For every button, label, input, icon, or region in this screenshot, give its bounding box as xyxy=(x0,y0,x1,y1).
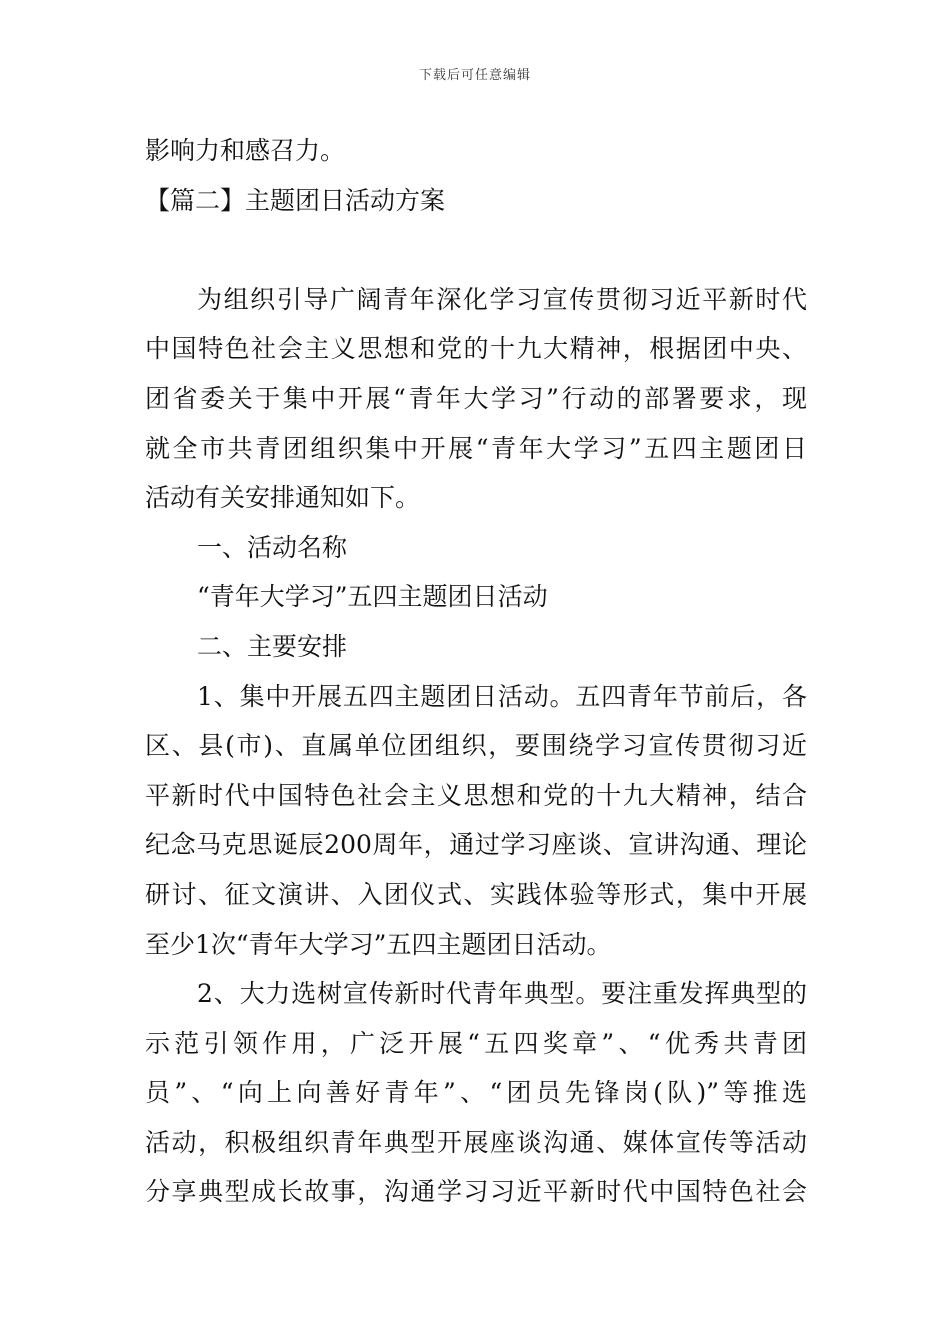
page-header: 下载后可任意编辑 xyxy=(418,68,531,83)
paragraph-line-12: 1、集中开展五四主题团日活动。五四青年节前后，各 xyxy=(197,681,807,711)
paragraph-line-22: 分享典型成长故事，沟通学习习近平新时代中国特色社会 xyxy=(145,1177,807,1207)
heading-activity-name: 一、活动名称 xyxy=(197,532,348,562)
paragraph-line-21: 活动，积极组织青年典型开展座谈沟通、媒体宣传等活动 xyxy=(145,1127,807,1157)
paragraph-line-17: 至少1次“青年大学习”五四主题团日活动。 xyxy=(145,929,612,959)
blank-line xyxy=(145,225,807,275)
paragraph-line-6: 团省委关于集中开展“青年大学习”行动的部署要求，现 xyxy=(145,383,807,413)
section-title: 【篇二】主题团日活动方案 xyxy=(145,185,446,215)
document-body xyxy=(145,126,807,1217)
paragraph-line-8: 活动有关安排通知如下。 xyxy=(145,483,421,513)
paragraph-line-18: 2、大力选树宣传新时代青年典型。要注重发挥典型的 xyxy=(197,979,807,1009)
paragraph-line-15: 纪念马克思诞辰200周年，通过学习座谈、宣讲沟通、理论 xyxy=(145,830,807,860)
paragraph-line-14: 平新时代中国特色社会主义思想和党的十九大精神，结合 xyxy=(145,780,807,810)
paragraph-line-1: 影响力和感召力。 xyxy=(145,136,346,165)
paragraph-line-4: 为组织引导广阔青年深化学习宣传贯彻习近平新时代 xyxy=(197,284,807,314)
activity-name-text: “青年大学习”五四主题团日活动 xyxy=(197,582,548,612)
paragraph-line-19: 示范引领作用，广泛开展“五四奖章”、“优秀共青团 xyxy=(145,1028,807,1058)
paragraph-line-20: 员”、“向上向善好青年”、“团员先锋岗(队)”等推选 xyxy=(145,1078,807,1108)
heading-main-arrangement: 二、主要安排 xyxy=(197,631,348,661)
paragraph-line-7: 就全市共青团组织集中开展“青年大学习”五四主题团日 xyxy=(145,433,807,463)
paragraph-line-5: 中国特色社会主义思想和党的十九大精神，根据团中央、 xyxy=(145,334,807,364)
paragraph-line-16: 研讨、征文演讲、入团仪式、实践体验等形式，集中开展 xyxy=(145,879,807,909)
paragraph-line-13: 区、县(市)、直属单位团组织，要围绕学习宣传贯彻习近 xyxy=(145,731,807,761)
